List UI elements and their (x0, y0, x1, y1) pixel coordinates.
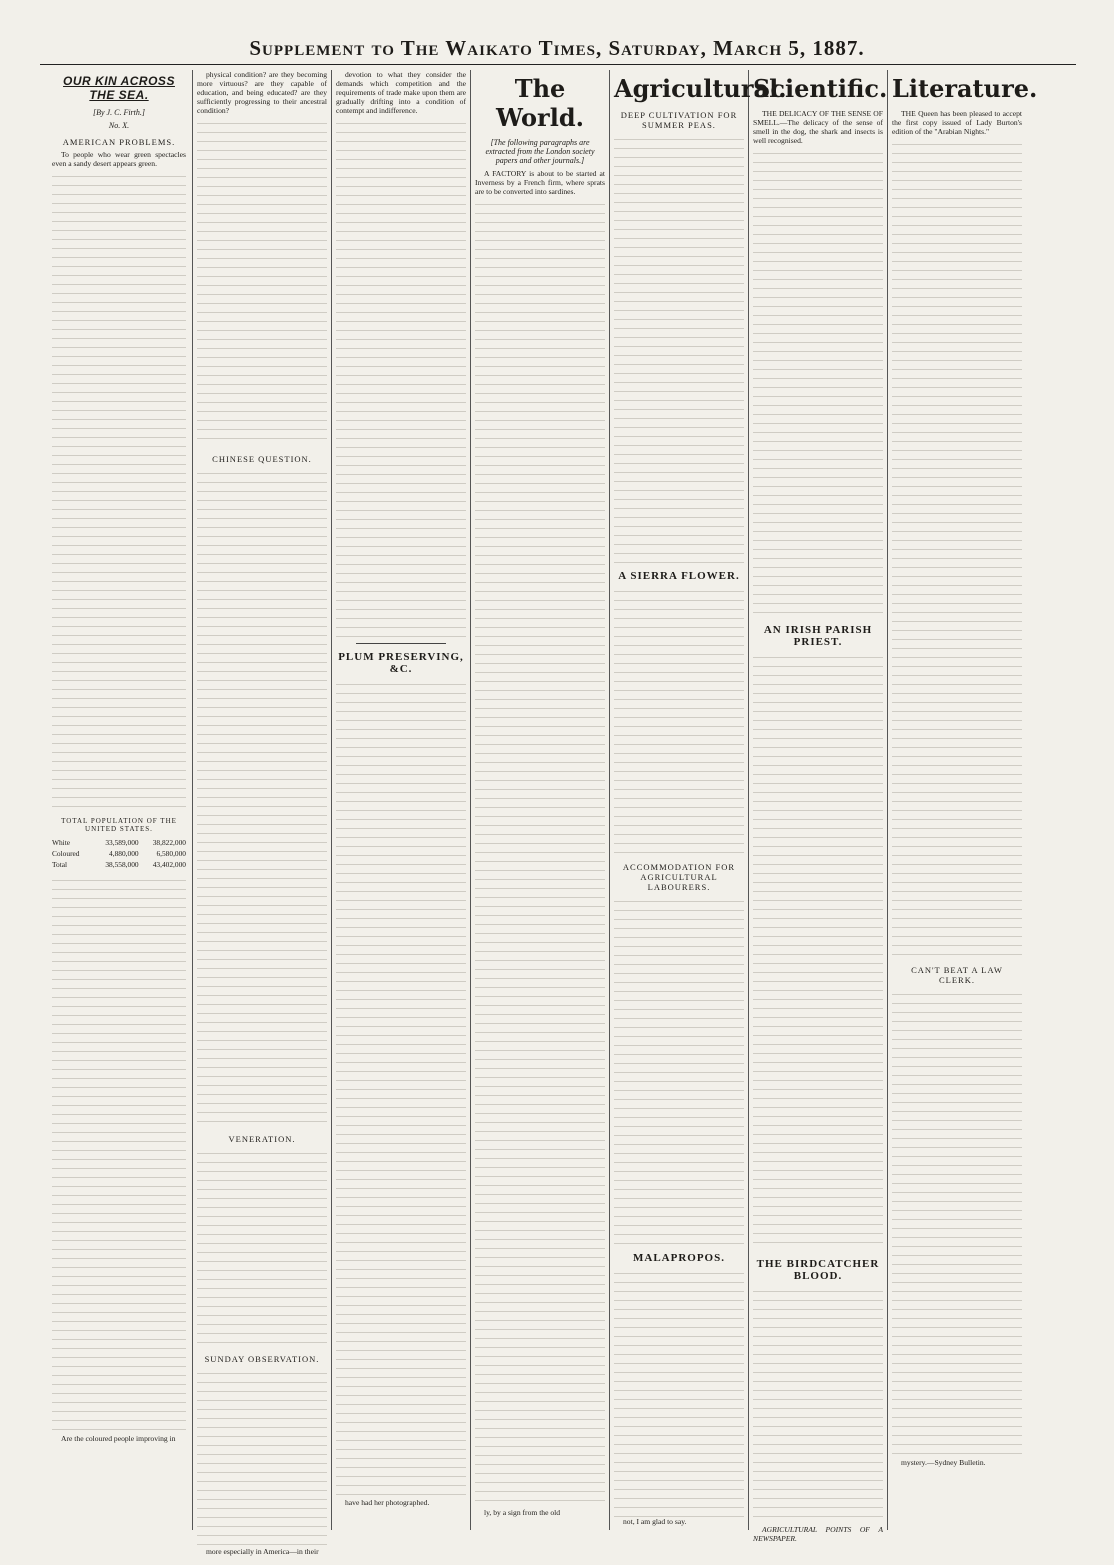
census-heading: TOTAL POPULATION OF THE UNITED STATES. (61, 817, 177, 833)
section-heading: THE BIRDCATCHER BLOOD. (756, 1258, 880, 1282)
body-text-block (475, 198, 605, 1508)
body-text-block (614, 895, 744, 1245)
body-text-block (197, 117, 327, 447)
column-literature (892, 70, 1038, 1550)
closing-line: not, I am glad to say. (623, 1517, 687, 1526)
column-3 (336, 70, 466, 1550)
body-text-block (52, 874, 186, 1434)
article-number: No. X. (108, 121, 130, 130)
body-text-block (892, 138, 1022, 958)
body-text-block (336, 117, 466, 637)
body-text-block (614, 585, 744, 855)
section-heading: A SIERRA FLOWER. (618, 570, 740, 582)
section-heading: VENERATION. (228, 1134, 296, 1144)
masthead-rule (40, 64, 1076, 65)
body-text-block (197, 467, 327, 1127)
section-title: The World. (496, 74, 584, 132)
lead-paragraph: devotion to what they consider the demands which competition and the requirements of trade make upon them are gradually drifting into a condition of contempt and indifference. (336, 70, 466, 115)
closing-line: AGRICULTURAL POINTS OF A NEWSPAPER. (753, 1525, 883, 1543)
lead-paragraph: THE DELICACY OF THE SENSE OF SMELL.—The delicacy of the sense of smell in the dog, the shark and insects is well recognised. (753, 109, 883, 145)
column-our-kin (52, 70, 186, 1550)
column-2 (197, 70, 327, 1556)
divider (356, 643, 446, 644)
article-title: OUR KIN ACROSS THE SEA. (63, 74, 175, 102)
lead-paragraph: physical condition? are they becoming more virtuous? are they capable of education, and being educated? are they sufficiently progressing to their ancestral condition? (197, 70, 327, 115)
section-heading: DEEP CULTIVATION FOR SUMMER PEAS. (620, 110, 738, 130)
section-heading: MALAPROPOS. (633, 1252, 725, 1264)
column-the-world (475, 70, 605, 1550)
body-text-block (614, 1267, 744, 1517)
lead-paragraph: To people who wear green spectacles even a sandy desert appears green. (52, 150, 186, 168)
table-row: Coloured 4,880,000 6,580,000 (52, 849, 186, 858)
body-text-block (753, 147, 883, 617)
body-text-block (753, 651, 883, 1251)
census-table (52, 837, 186, 870)
column-agricultural (614, 70, 787, 1550)
section-title: Agricultural. (614, 74, 787, 103)
section-heading: AN IRISH PARISH PRIEST. (763, 624, 873, 648)
body-text-block (197, 1147, 327, 1347)
column-rule (609, 70, 610, 1530)
table-row: Total 38,558,000 43,402,000 (52, 860, 186, 869)
table-row: White 33,589,000 38,822,000 (52, 838, 186, 847)
closing-line: have had her photographed. (345, 1498, 430, 1507)
closing-line: ly, by a sign from the old (484, 1508, 561, 1517)
section-title: Scientific. (753, 74, 888, 103)
section-note: [The following paragraphs are extracted from the London society papers and other journals.] (485, 138, 595, 165)
section-heading: SUNDAY OBSERVATION. (204, 1354, 320, 1364)
closing-line: mystery.—Sydney Bulletin. (901, 1458, 986, 1467)
body-text-block (753, 1285, 883, 1525)
body-text-block (336, 678, 466, 1498)
body-text-block (614, 133, 744, 563)
section-heading: PLUM PRESERVING, &C. (338, 651, 464, 675)
masthead: Supplement to The Waikato Times, Saturday, March 5, 1887. (249, 36, 865, 60)
body-text-block (197, 1367, 327, 1547)
lead-paragraph: A FACTORY is about to be started at Inverness by a French firm, where sprats are to be converted into sardines. (475, 169, 605, 196)
column-scientific (753, 70, 888, 1550)
section-heading: CHINESE QUESTION. (212, 454, 312, 464)
column-rule (470, 70, 471, 1530)
column-rule (748, 70, 749, 1530)
section-heading: ACCOMMODATION FOR AGRICULTURAL LABOURERS. (622, 862, 736, 892)
closing-line: more especially in America—in their (206, 1547, 319, 1556)
article-subtitle: AMERICAN PROBLEMS. (62, 137, 176, 147)
column-rule (192, 70, 193, 1530)
byline: [By J. C. Firth.] (93, 108, 145, 117)
body-text-block (892, 988, 1022, 1458)
section-title: Literature. (892, 74, 1038, 103)
section-heading: CAN'T BEAT A LAW CLERK. (911, 965, 1003, 985)
closing-line: Are the coloured people improving in (61, 1434, 176, 1443)
body-text-block (52, 170, 186, 810)
column-rule (331, 70, 332, 1530)
lead-paragraph: THE Queen has been pleased to accept the first copy issued of Lady Burton's edition of the "Arabian Nights." (892, 109, 1022, 136)
column-rule (887, 70, 888, 1530)
